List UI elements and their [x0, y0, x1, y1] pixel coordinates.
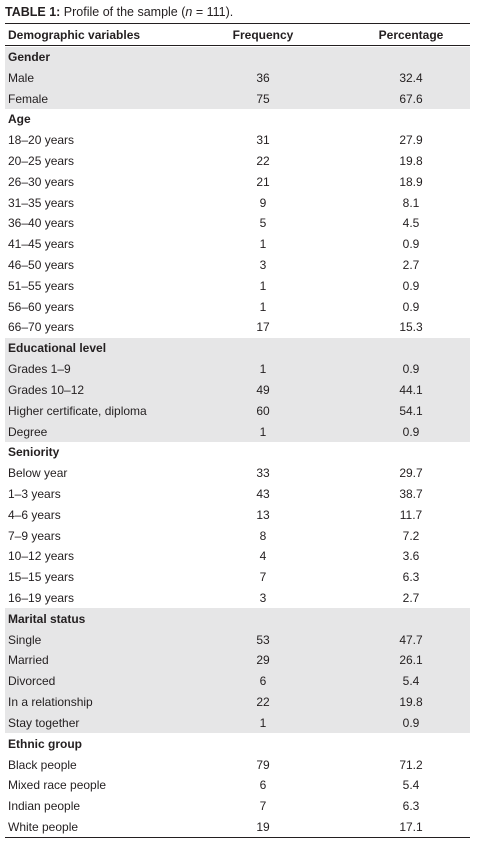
table-row — [5, 151, 470, 172]
table-row — [5, 817, 470, 838]
table-row — [5, 463, 470, 484]
table-body — [5, 47, 470, 838]
row-percentage: 19.8 — [399, 153, 423, 168]
caption-text-after: = 111). — [192, 5, 234, 19]
table-row — [5, 171, 470, 192]
group-title: Gender — [8, 49, 51, 64]
table-row — [5, 546, 470, 567]
row-frequency: 29 — [256, 653, 270, 668]
row-percentage: 6.3 — [402, 570, 420, 585]
row-frequency: 1 — [259, 278, 267, 293]
row-frequency: 3 — [259, 258, 267, 273]
row-percentage: 0.9 — [402, 362, 420, 377]
table-row — [5, 671, 470, 692]
row-percentage: 32.4 — [399, 70, 423, 85]
table-row — [5, 67, 470, 88]
row-label: White people — [8, 819, 79, 834]
table-row — [5, 192, 470, 213]
table-row — [5, 525, 470, 546]
row-label: 1–3 years — [8, 486, 61, 501]
table-row — [5, 713, 470, 734]
row-label: Female — [8, 91, 49, 106]
row-percentage: 26.1 — [399, 653, 423, 668]
table-row — [5, 234, 470, 255]
row-label: 41–45 years — [8, 237, 75, 252]
group-header-row — [5, 338, 470, 359]
row-percentage: 3.6 — [402, 549, 420, 564]
table-row — [5, 421, 470, 442]
row-percentage: 7.2 — [402, 528, 420, 543]
row-frequency: 19 — [256, 819, 270, 834]
row-frequency: 79 — [256, 757, 270, 772]
group-header-row — [5, 733, 470, 754]
row-percentage: 4.5 — [402, 216, 420, 231]
row-label: Black people — [8, 757, 77, 772]
row-frequency: 9 — [259, 195, 267, 210]
row-label: Grades 1–9 — [8, 362, 71, 377]
row-label: Married — [8, 653, 49, 668]
table-bottom-rule — [5, 837, 470, 838]
row-percentage: 71.2 — [399, 757, 423, 772]
row-percentage: 15.3 — [399, 320, 423, 335]
row-label: Stay together — [8, 715, 80, 730]
table-row — [5, 380, 470, 401]
row-percentage: 18.9 — [399, 174, 423, 189]
row-label: 31–35 years — [8, 195, 75, 210]
row-frequency: 75 — [256, 91, 270, 106]
row-label: Divorced — [8, 674, 56, 689]
table-row — [5, 484, 470, 505]
row-frequency: 17 — [256, 320, 270, 335]
row-percentage: 5.4 — [402, 778, 420, 793]
row-frequency: 1 — [259, 424, 267, 439]
row-frequency: 1 — [259, 237, 267, 252]
row-label: Higher certificate, diploma — [8, 403, 147, 418]
row-frequency: 6 — [259, 674, 267, 689]
row-label: 26–30 years — [8, 174, 75, 189]
row-frequency: 5 — [259, 216, 267, 231]
row-label: 10–12 years — [8, 549, 75, 564]
table-row — [5, 275, 470, 296]
table-row — [5, 88, 470, 109]
table-row — [5, 692, 470, 713]
table-row — [5, 588, 470, 609]
row-percentage: 44.1 — [399, 382, 423, 397]
row-label: Grades 10–12 — [8, 382, 85, 397]
row-label: 7–9 years — [8, 528, 61, 543]
header-demographic-variables: Demographic variables — [8, 28, 141, 42]
row-frequency: 8 — [259, 528, 267, 543]
table-row — [5, 400, 470, 421]
table-row — [5, 317, 470, 338]
table-top-rule — [5, 23, 470, 24]
row-frequency: 1 — [259, 299, 267, 314]
group-title: Educational level — [8, 341, 107, 356]
row-label: Mixed race people — [8, 778, 107, 793]
row-frequency: 7 — [259, 570, 267, 585]
table-row — [5, 629, 470, 650]
row-percentage: 11.7 — [399, 507, 423, 522]
table-header-row — [5, 25, 470, 45]
row-label: In a relationship — [8, 695, 93, 710]
row-frequency: 43 — [256, 486, 270, 501]
row-frequency: 3 — [259, 591, 267, 606]
row-label: 16–19 years — [8, 591, 75, 606]
caption-text-before: Profile of the sample ( — [60, 5, 186, 19]
row-percentage: 38.7 — [399, 486, 423, 501]
row-label: Below year — [8, 466, 68, 481]
caption-n-symbol: n — [185, 5, 193, 19]
row-frequency: 49 — [256, 382, 270, 397]
row-frequency: 33 — [256, 466, 270, 481]
row-percentage: 8.1 — [402, 195, 420, 210]
row-percentage: 0.9 — [402, 278, 420, 293]
group-title: Seniority — [8, 445, 60, 460]
row-percentage: 0.9 — [402, 715, 420, 730]
row-label: 4–6 years — [8, 507, 61, 522]
row-frequency: 1 — [259, 362, 267, 377]
table-row — [5, 650, 470, 671]
row-frequency: 1 — [259, 715, 267, 730]
row-percentage: 54.1 — [399, 403, 423, 418]
table-row — [5, 130, 470, 151]
row-percentage: 67.6 — [399, 91, 423, 106]
row-frequency: 53 — [256, 632, 270, 647]
table-row — [5, 796, 470, 817]
row-label: Single — [8, 632, 42, 647]
row-label: Indian people — [8, 799, 81, 814]
row-percentage: 27.9 — [399, 133, 423, 148]
group-title: Marital status — [8, 611, 86, 626]
row-frequency: 13 — [256, 507, 270, 522]
row-frequency: 22 — [256, 695, 270, 710]
group-title: Age — [8, 112, 31, 127]
table-row — [5, 754, 470, 775]
row-percentage: 47.7 — [399, 632, 423, 647]
table-row — [5, 775, 470, 796]
row-label: 20–25 years — [8, 153, 75, 168]
row-percentage: 29.7 — [399, 466, 423, 481]
row-label: 15–15 years — [8, 570, 75, 585]
row-frequency: 60 — [256, 403, 270, 418]
row-label: Male — [8, 70, 35, 85]
row-percentage: 0.9 — [402, 424, 420, 439]
row-frequency: 21 — [256, 174, 270, 189]
table-row — [5, 359, 470, 380]
header-frequency: Frequency — [232, 28, 294, 42]
table-caption — [5, 5, 233, 19]
row-percentage: 5.4 — [402, 674, 420, 689]
row-label: 56–60 years — [8, 299, 75, 314]
group-header-row — [5, 442, 470, 463]
row-frequency: 7 — [259, 799, 267, 814]
header-percentage: Percentage — [378, 28, 444, 42]
row-percentage: 19.8 — [399, 695, 423, 710]
row-frequency: 6 — [259, 778, 267, 793]
row-frequency: 31 — [256, 133, 270, 148]
table-row — [5, 567, 470, 588]
table-row — [5, 213, 470, 234]
group-header-row — [5, 608, 470, 629]
row-label: Degree — [8, 424, 48, 439]
table-row — [5, 296, 470, 317]
row-label: 46–50 years — [8, 258, 75, 273]
row-percentage: 2.7 — [402, 258, 420, 273]
table-row — [5, 504, 470, 525]
row-percentage: 2.7 — [402, 591, 420, 606]
row-label: 18–20 years — [8, 133, 75, 148]
row-label: 66–70 years — [8, 320, 75, 335]
row-frequency: 22 — [256, 153, 270, 168]
row-percentage: 0.9 — [402, 237, 420, 252]
row-label: 51–55 years — [8, 278, 75, 293]
group-header-row — [5, 47, 470, 68]
row-percentage: 17.1 — [399, 819, 423, 834]
row-percentage: 0.9 — [402, 299, 420, 314]
row-frequency: 36 — [256, 70, 270, 85]
table-number: TABLE 1: — [5, 5, 61, 19]
group-title: Ethnic group — [8, 736, 82, 751]
group-header-row — [5, 109, 470, 130]
row-percentage: 6.3 — [402, 799, 420, 814]
row-label: 36–40 years — [8, 216, 75, 231]
table-row — [5, 255, 470, 276]
row-frequency: 4 — [259, 549, 267, 564]
